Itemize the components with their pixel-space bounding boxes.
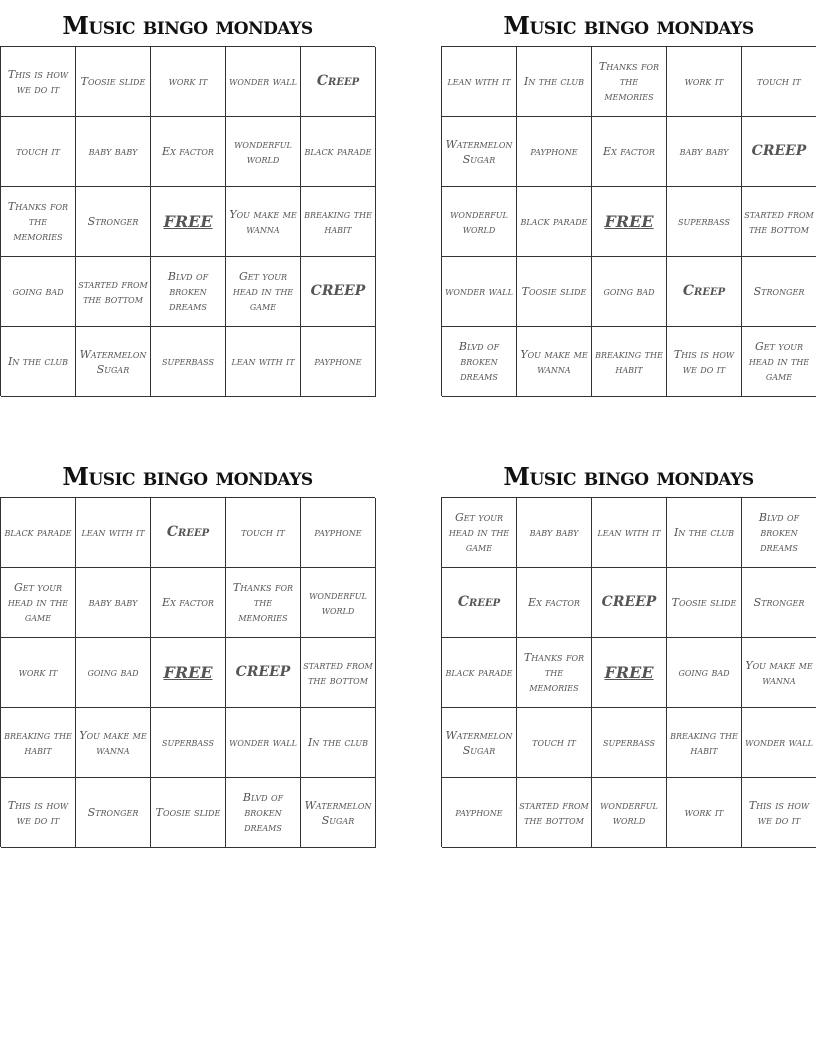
bingo-cell: payphone [301,327,376,397]
bingo-cell: You make me wanna [517,327,592,397]
bingo-card-1 [0,6,375,396]
bingo-cell: Creep [667,257,742,327]
bingo-cell: This is how we do it [1,47,76,117]
free-space: FREE [592,187,667,257]
bingo-card-4 [441,457,816,847]
free-space: FREE [592,638,667,708]
bingo-cell: wonder wall [442,257,517,327]
bingo-cell: lean with it [226,327,301,397]
card-title: Music bingo mondays [503,11,754,40]
bingo-cell: In the club [517,47,592,117]
bingo-card-2 [441,6,816,396]
bingo-cell: started from the bottom [742,187,816,257]
bingo-cell: lean with it [76,498,151,568]
bingo-cell: going bad [592,257,667,327]
bingo-cell: Ex factor [151,568,226,638]
bingo-cell: Toosie slide [667,568,742,638]
bingo-cell: black parade [1,498,76,568]
bingo-cell: breaking the habit [301,187,376,257]
bingo-cell: black parade [517,187,592,257]
bingo-cell: started from the bottom [76,257,151,327]
bingo-cell: Blvd of broken dreams [226,778,301,848]
bingo-cell: work it [1,638,76,708]
bingo-cell: wonderful world [592,778,667,848]
bingo-cell: going bad [1,257,76,327]
bingo-card-3 [0,457,375,847]
bingo-cell: Toosie slide [76,47,151,117]
bingo-cell: superbass [592,708,667,778]
bingo-cell: Creep [151,498,226,568]
bingo-cell: Stronger [76,778,151,848]
bingo-cell: Ex factor [517,568,592,638]
bingo-cell: going bad [76,638,151,708]
bingo-cell: baby baby [517,498,592,568]
bingo-cell: started from the bottom [301,638,376,708]
bingo-cell: Blvd of broken dreams [151,257,226,327]
bingo-cell: wonderful world [226,117,301,187]
card-title: Music bingo mondays [62,11,313,40]
bingo-cell: This is how we do it [742,778,816,848]
bingo-cell: Watermelon Sugar [442,708,517,778]
bingo-cell: payphone [517,117,592,187]
bingo-cell: work it [667,778,742,848]
bingo-cell: Creep [301,47,376,117]
bingo-cell: Stronger [742,568,816,638]
bingo-cell: black parade [442,638,517,708]
bingo-cell: started from the bottom [517,778,592,848]
bingo-cell: baby baby [667,117,742,187]
bingo-cell: Thanks for the memories [1,187,76,257]
bingo-cell: Get your head in the game [1,568,76,638]
bingo-cell: touch it [517,708,592,778]
bingo-cell: This is how we do it [1,778,76,848]
bingo-cell: Blvd of broken dreams [742,498,816,568]
bingo-cell: Get your head in the game [742,327,816,397]
bingo-grid [0,46,375,396]
bingo-cell: breaking the habit [592,327,667,397]
bingo-cell: lean with it [592,498,667,568]
bingo-cell: CREEP [301,257,376,327]
bingo-cell: breaking the habit [667,708,742,778]
bingo-cell: black parade [301,117,376,187]
bingo-cell: baby baby [76,117,151,187]
bingo-cell: superbass [151,327,226,397]
bingo-cell: Watermelon Sugar [301,778,376,848]
card-title: Music bingo mondays [62,462,313,491]
card-title: Music bingo mondays [503,462,754,491]
bingo-cell: In the club [1,327,76,397]
bingo-cell: baby baby [76,568,151,638]
bingo-cell: Ex factor [151,117,226,187]
bingo-cell: You make me wanna [226,187,301,257]
bingo-cell: In the club [667,498,742,568]
bingo-cell: work it [667,47,742,117]
bingo-cell: Toosie slide [517,257,592,327]
bingo-cell: CREEP [592,568,667,638]
bingo-cell: Toosie slide [151,778,226,848]
bingo-cell: touch it [1,117,76,187]
bingo-cell: You make me wanna [742,638,816,708]
bingo-grid [0,497,375,847]
bingo-cell: touch it [742,47,816,117]
bingo-cell: Thanks for the memories [592,47,667,117]
bingo-cell: Watermelon Sugar [442,117,517,187]
bingo-cell: wonder wall [226,47,301,117]
bingo-cell: payphone [301,498,376,568]
bingo-grid [441,497,816,847]
bingo-cell: Ex factor [592,117,667,187]
bingo-cell: breaking the habit [1,708,76,778]
bingo-cell: Watermelon Sugar [76,327,151,397]
bingo-cell: wonder wall [742,708,816,778]
bingo-grid [441,46,816,396]
bingo-cell: CREEP [226,638,301,708]
bingo-cell: superbass [667,187,742,257]
bingo-cell: In the club [301,708,376,778]
bingo-cell: wonderful world [442,187,517,257]
bingo-cell: Get your head in the game [226,257,301,327]
bingo-cell: Blvd of broken dreams [442,327,517,397]
bingo-cell: CREEP [742,117,816,187]
bingo-cell: going bad [667,638,742,708]
bingo-cell: wonderful world [301,568,376,638]
bingo-cell: This is how we do it [667,327,742,397]
bingo-cell: superbass [151,708,226,778]
bingo-cell: Thanks for the memories [226,568,301,638]
bingo-cell: Creep [442,568,517,638]
free-space: FREE [151,187,226,257]
bingo-cell: Stronger [76,187,151,257]
bingo-cell: lean with it [442,47,517,117]
bingo-cell: Stronger [742,257,816,327]
free-space: FREE [151,638,226,708]
bingo-cell: touch it [226,498,301,568]
bingo-cell: payphone [442,778,517,848]
bingo-cell: Thanks for the memories [517,638,592,708]
bingo-cell: wonder wall [226,708,301,778]
bingo-cell: work it [151,47,226,117]
bingo-cell: Get your head in the game [442,498,517,568]
bingo-cell: You make me wanna [76,708,151,778]
